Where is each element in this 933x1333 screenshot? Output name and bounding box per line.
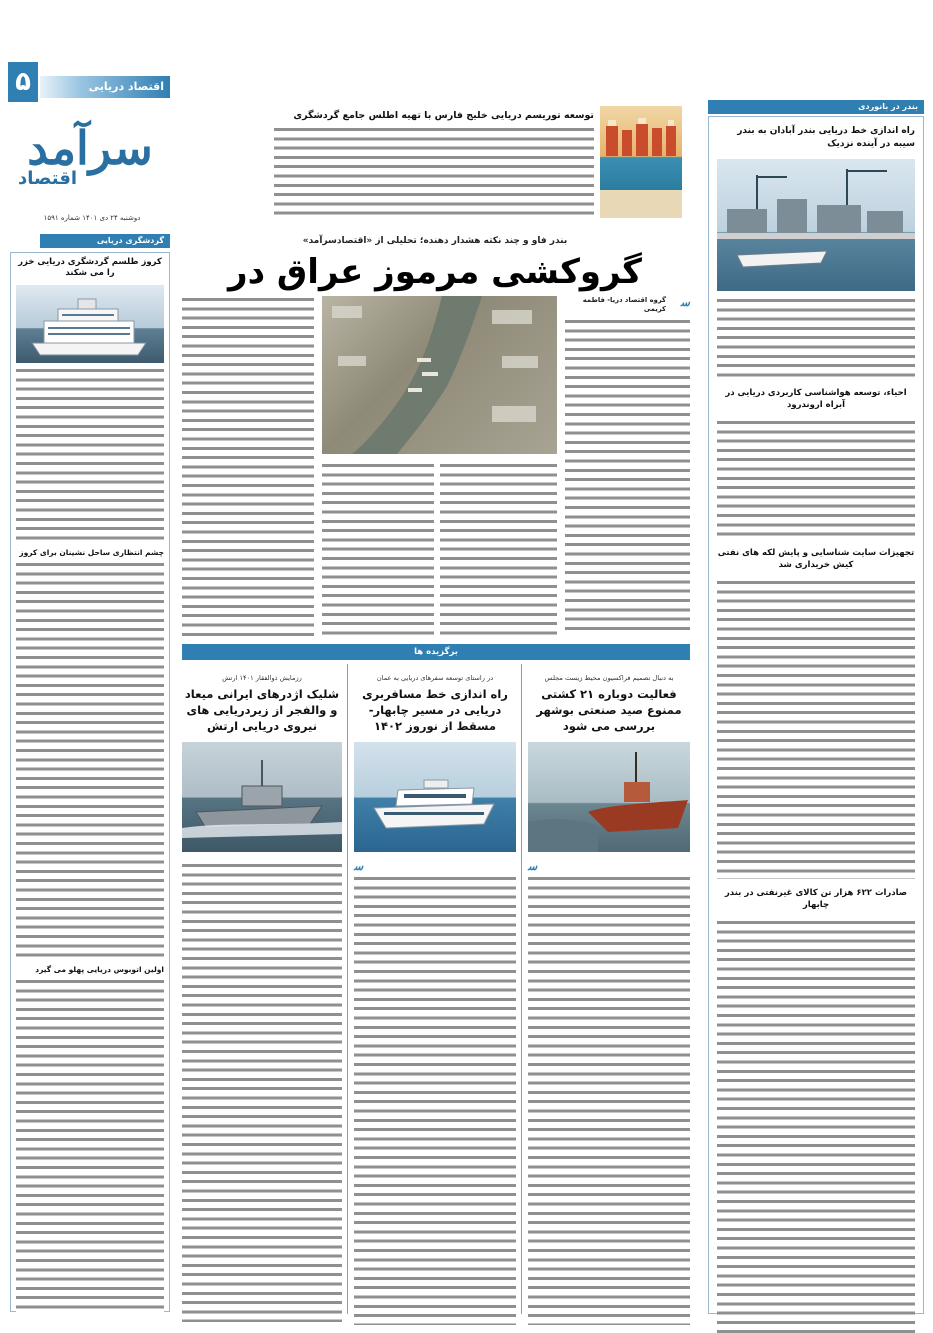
left-article1-title: کروز طلسم گردشگری دریایی خزر را می شکند — [18, 257, 162, 278]
main-byline-wrap — [565, 296, 690, 314]
left-article1-text — [16, 367, 164, 542]
top-story-photo — [600, 106, 682, 218]
featured2-text — [354, 875, 516, 1325]
featured-item-3 — [182, 664, 342, 1314]
right-article4-text — [717, 919, 915, 1333]
logo-main: سرآمد — [27, 121, 153, 175]
fishing-boat-photo — [528, 742, 690, 852]
featured1-kicker: به دنبال تصمیم فراکسیون محیط زیست مجلس — [544, 674, 674, 682]
main-story-body — [182, 296, 690, 636]
top-story — [182, 100, 682, 230]
logo-sub: اقتصاد — [18, 168, 78, 189]
featured-item-1 — [528, 664, 690, 1314]
right-article2-text — [717, 419, 915, 539]
cruise-ship-photo — [16, 285, 164, 363]
newspaper-logo — [10, 120, 170, 210]
right-article3-text — [717, 579, 915, 879]
featured2-signature: ﺳ — [354, 860, 364, 873]
left-sub2: اولین اتوبوس دریایی پهلو می گیرد — [35, 965, 164, 974]
date-issue: دوشنبه ۲۴ دی ۱۴۰۱ شماره ۱۵۹۱ — [43, 214, 141, 222]
right-article1-title: راه اندازی خط دریایی بندر آبادان به بندر سیبه در آینده نزدیک — [737, 126, 915, 149]
featured1-title: فعالیت دوباره ۲۱ کشتی ممنوع صید صنعتی بوشهر بررسی می شود — [536, 687, 682, 733]
page-number: ۵ — [15, 67, 31, 97]
featured-item-2 — [354, 664, 516, 1314]
featured-divider-1 — [521, 664, 522, 1314]
page-number-box — [8, 62, 38, 102]
left-sub1-text — [16, 561, 164, 961]
featured-divider-2 — [347, 664, 348, 1314]
right-section-band: بندر در بانوردی — [708, 100, 924, 114]
left-side-band: گردشگری دریایی — [40, 234, 170, 248]
top-story-text — [274, 126, 594, 218]
top-story-title: توسعه توریسم دریایی خلیج فارس با تهیه اطلس جامع گردشگری — [293, 110, 594, 121]
left-sub2-text — [16, 978, 164, 1313]
featured1-signature: ﺳ — [528, 860, 538, 873]
featured3-kicker: رزمایش ذوالفقار ۱۴۰۱ ارتش — [222, 674, 302, 682]
main-text-col4 — [182, 296, 314, 636]
right-article3-title: تجهیزات سایت شناسایی و پایش لکه های نفتی کیش خریداری شد — [717, 548, 915, 570]
featured-band: برگزیده ها — [182, 644, 690, 660]
featured-section — [182, 664, 690, 1314]
left-column — [10, 252, 170, 1312]
featured2-title: راه اندازی خط مسافربری دریایی در مسیر چابهار- مسقط از نوروز ۱۴۰۲ — [362, 687, 508, 733]
right-article2-title: احیاء، توسعه هواشناسی کاربردی دریایی در آبراه اروندرود — [725, 388, 907, 410]
main-text-col1 — [565, 318, 690, 636]
main-kicker: بندر فاو و چند نکته هشدار دهنده؛ تحلیلی از «اقتصادسرآمد» — [302, 236, 568, 246]
section-name: اقتصاد دریایی — [88, 80, 164, 93]
featured2-kicker: در راستای توسعه سفرهای دریایی به عمان — [376, 674, 494, 682]
featured1-text — [528, 875, 690, 1325]
main-headline: گروکشی مرموز عراق در — [228, 252, 642, 292]
section-header-band — [40, 76, 170, 98]
right-article1-text — [717, 297, 915, 377]
main-text-col3 — [322, 462, 434, 636]
main-text-col2 — [440, 462, 557, 636]
port-photo — [717, 159, 915, 291]
featured3-text — [182, 862, 342, 1322]
left-sub1: چشم انتظاری ساحل نشینان برای کروز — [19, 548, 164, 557]
arvand-aerial-photo — [322, 296, 557, 454]
navy-ship-photo — [182, 742, 342, 852]
main-byline: گروه اقتصاد دریا- فاطمه کریمی — [582, 296, 666, 313]
right-article4-title: صادرات ۶۲۲ هزار تن کالای غیرنفتی در بندر چابهار — [724, 888, 908, 910]
ferry-photo — [354, 742, 516, 852]
right-column — [708, 116, 924, 1314]
featured3-title: شلیک اژدرهای ایرانی میعاد و والفجر از زیردریایی های نیروی دریایی ارتش — [184, 687, 340, 733]
signature-mark: ﺳ — [680, 296, 690, 309]
